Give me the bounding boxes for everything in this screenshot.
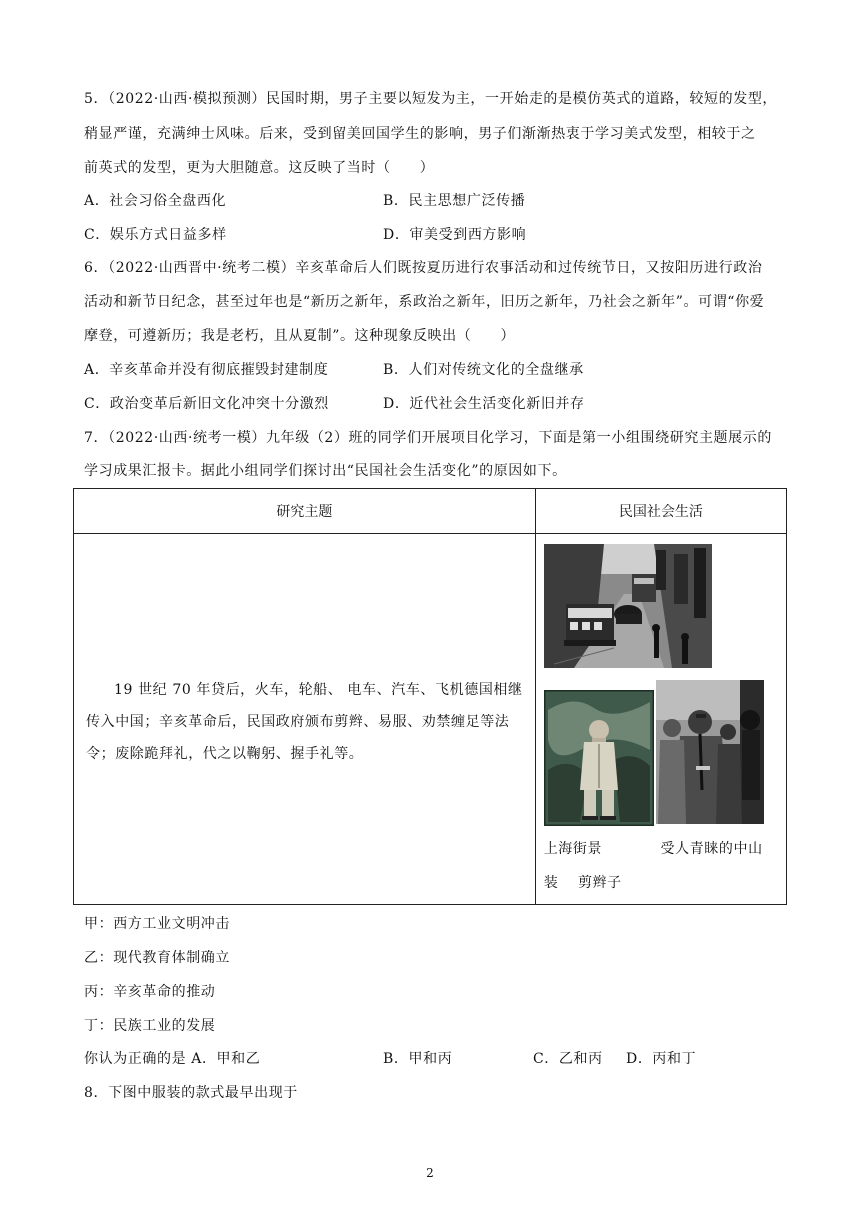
- q6-option-a: A．辛亥革命并没有彻底摧毁封建制度: [84, 362, 329, 378]
- q7-answer-lead-option-a: 你认为正确的是 A．甲和乙: [84, 1051, 261, 1067]
- q7-item-jia: 甲：西方工业文明冲击: [84, 916, 230, 932]
- q6-option-b: B．人们对传统文化的全盘继承: [383, 362, 584, 378]
- table-header-social-life: 民国社会生活: [535, 489, 786, 534]
- queue-cutting-photo: [656, 680, 764, 824]
- topic-paragraph: [86, 674, 526, 770]
- q5-option-a: A．社会习俗全盘西化: [84, 193, 227, 209]
- q7-option-d: D．丙和丁: [626, 1051, 697, 1067]
- q7-option-c: C．乙和丙: [533, 1051, 603, 1067]
- topic-text-line1: 19 世纪 70 年贷后，火车，轮船、 电车、汽车、飞机德国相继: [114, 682, 523, 698]
- q5-stem-line3: 前英式的发型，更为大胆随意。这反映了当时（ ）: [84, 160, 435, 176]
- topic-text-line3: 令；废除跪拜礼，代之以鞠躬、握手礼等。: [86, 746, 364, 762]
- table-header-topic: 研究主题: [74, 489, 536, 534]
- shanghai-street-photo: [544, 544, 712, 668]
- report-card-table: [73, 488, 787, 905]
- table-cell-topic-text: [74, 534, 536, 905]
- q6-option-d: D．近代社会生活变化新旧并存: [383, 396, 585, 412]
- q5-stem-line2: 稍显严谨，充满绅士风味。后来，受到留美回国学生的影响，男子们渐渐热衷于学习美式发型，相较于之: [84, 126, 756, 142]
- q5-option-b: B．民主思想广泛传播: [383, 193, 526, 209]
- q8-stem-line1: 8．下图中服装的款式最早出现于: [84, 1085, 298, 1101]
- q6-stem-line2: 活动和新节日纪念，甚至过年也是“新历之新年，系政治之新年，旧历之新年，乃社会之新年”。可谓“你爱: [84, 294, 765, 310]
- topic-text-line2: 传入中国；辛亥革命后，民国政府颁布剪辫、易服、劝禁缠足等法: [86, 714, 510, 730]
- zhongshan-suit-photo: [544, 690, 654, 826]
- q7-option-b: B．甲和丙: [383, 1051, 453, 1067]
- page-number: 2: [426, 1166, 434, 1180]
- q7-item-bing: 丙：辛亥革命的推动: [84, 984, 216, 1000]
- q6-stem-line3: 摩登，可遵新历；我是老朽，且从夏制”。这种现象反映出（ ）: [84, 328, 516, 344]
- photo-caption-line1: 上海街景 受人青睐的中山: [543, 841, 763, 857]
- table-cell-photos: [535, 534, 786, 905]
- q5-option-d: D．审美受到西方影响: [383, 227, 527, 243]
- q7-stem-line1: 7．（2022·山西·统考一模）九年级（2）班的同学们开展项目化学习，下面是第一小组围绕研究主题展示的: [84, 430, 772, 446]
- q7-stem-line2: 学习成果汇报卡。据此小组同学们探讨出“民国社会生活变化”的原因如下。: [84, 463, 567, 479]
- photo-caption-line2: 装 剪辫子: [543, 875, 622, 891]
- q6-option-c: C．政治变革后新旧文化冲突十分激烈: [84, 396, 329, 412]
- q5-stem-line1: 5．（2022·山西·模拟预测）民国时期，男子主要以短发为主，一开始走的是模仿英式的道路，较短的发型，: [84, 91, 778, 107]
- q7-item-yi: 乙：现代教育体制确立: [84, 950, 230, 966]
- q7-item-ding: 丁：民族工业的发展: [84, 1018, 216, 1034]
- q6-stem-line1: 6．（2022·山西晋中·统考二模）辛亥革命后人们既按夏历进行农事活动和过传统节日，又按阳历进行政治: [84, 260, 763, 276]
- q5-option-c: C．娱乐方式日益多样: [84, 227, 227, 243]
